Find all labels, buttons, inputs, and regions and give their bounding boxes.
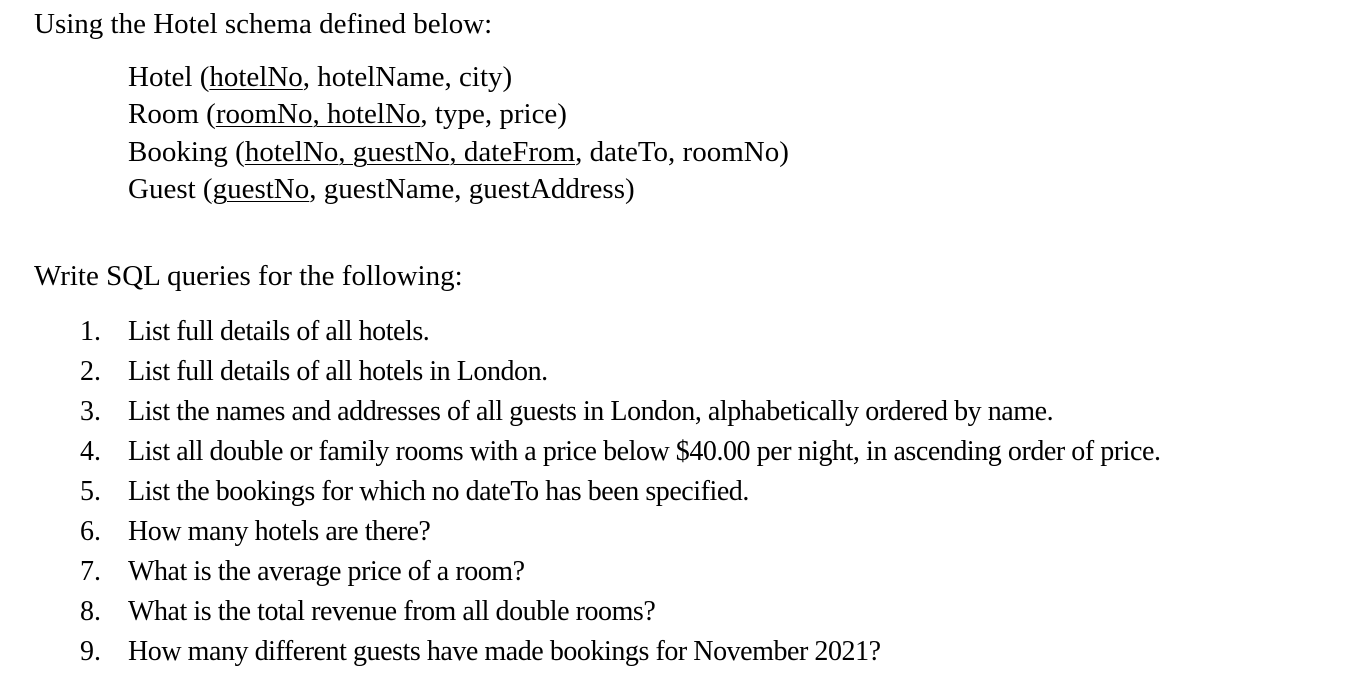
- item-number: 2.: [80, 356, 101, 387]
- item-text: How many hotels are there?: [128, 516, 431, 547]
- item-number: 5.: [80, 476, 101, 507]
- item-text: What is the average price of a room?: [128, 556, 525, 587]
- item-number: 7.: [80, 556, 101, 587]
- item-text: List all double or family rooms with a price below $40.00 per night, in ascending order of price.: [128, 436, 1161, 467]
- intro-text: Using the Hotel schema defined below:: [34, 8, 493, 40]
- primary-key: roomNo, hotelNo: [215, 98, 421, 130]
- primary-key: hotelNo, guestNo, dateFrom: [244, 136, 576, 168]
- relation-attributes: , guestName, guestAddress): [309, 173, 635, 205]
- item-text: How many different guests have made bookings for November 2021?: [128, 636, 881, 667]
- item-number: 3.: [80, 396, 101, 427]
- relation-attributes: , dateTo, roomNo): [575, 136, 789, 168]
- relation-open: (: [192, 61, 210, 93]
- relation-open: (: [195, 173, 213, 205]
- item-number: 4.: [80, 436, 101, 467]
- primary-key: hotelNo: [209, 61, 303, 93]
- item-text: List full details of all hotels.: [128, 316, 430, 347]
- relation-name: Booking: [128, 136, 228, 168]
- prompt-text: Write SQL queries for the following:: [34, 260, 463, 292]
- item-text: List full details of all hotels in London.: [128, 356, 548, 387]
- schema-room: [128, 100, 567, 129]
- relation-attributes: , hotelName, city): [302, 61, 513, 93]
- relation-open: (: [198, 98, 216, 130]
- schema-hotel: [128, 63, 512, 92]
- relation-name: Hotel: [128, 61, 193, 93]
- relation-attributes: , type, price): [420, 98, 567, 130]
- schema-guest: [128, 175, 635, 204]
- item-number: 9.: [80, 636, 101, 667]
- item-number: 8.: [80, 596, 101, 627]
- item-number: 1.: [80, 316, 101, 347]
- relation-name: Guest: [128, 173, 196, 205]
- item-number: 6.: [80, 516, 101, 547]
- item-text: List the names and addresses of all guests in London, alphabetically ordered by name.: [128, 396, 1054, 427]
- relation-open: (: [227, 136, 245, 168]
- relation-name: Room: [128, 98, 199, 130]
- item-text: What is the total revenue from all double rooms?: [128, 596, 656, 627]
- schema-booking: [128, 138, 789, 167]
- item-text: List the bookings for which no dateTo has been specified.: [128, 476, 749, 507]
- primary-key: guestNo: [212, 173, 310, 205]
